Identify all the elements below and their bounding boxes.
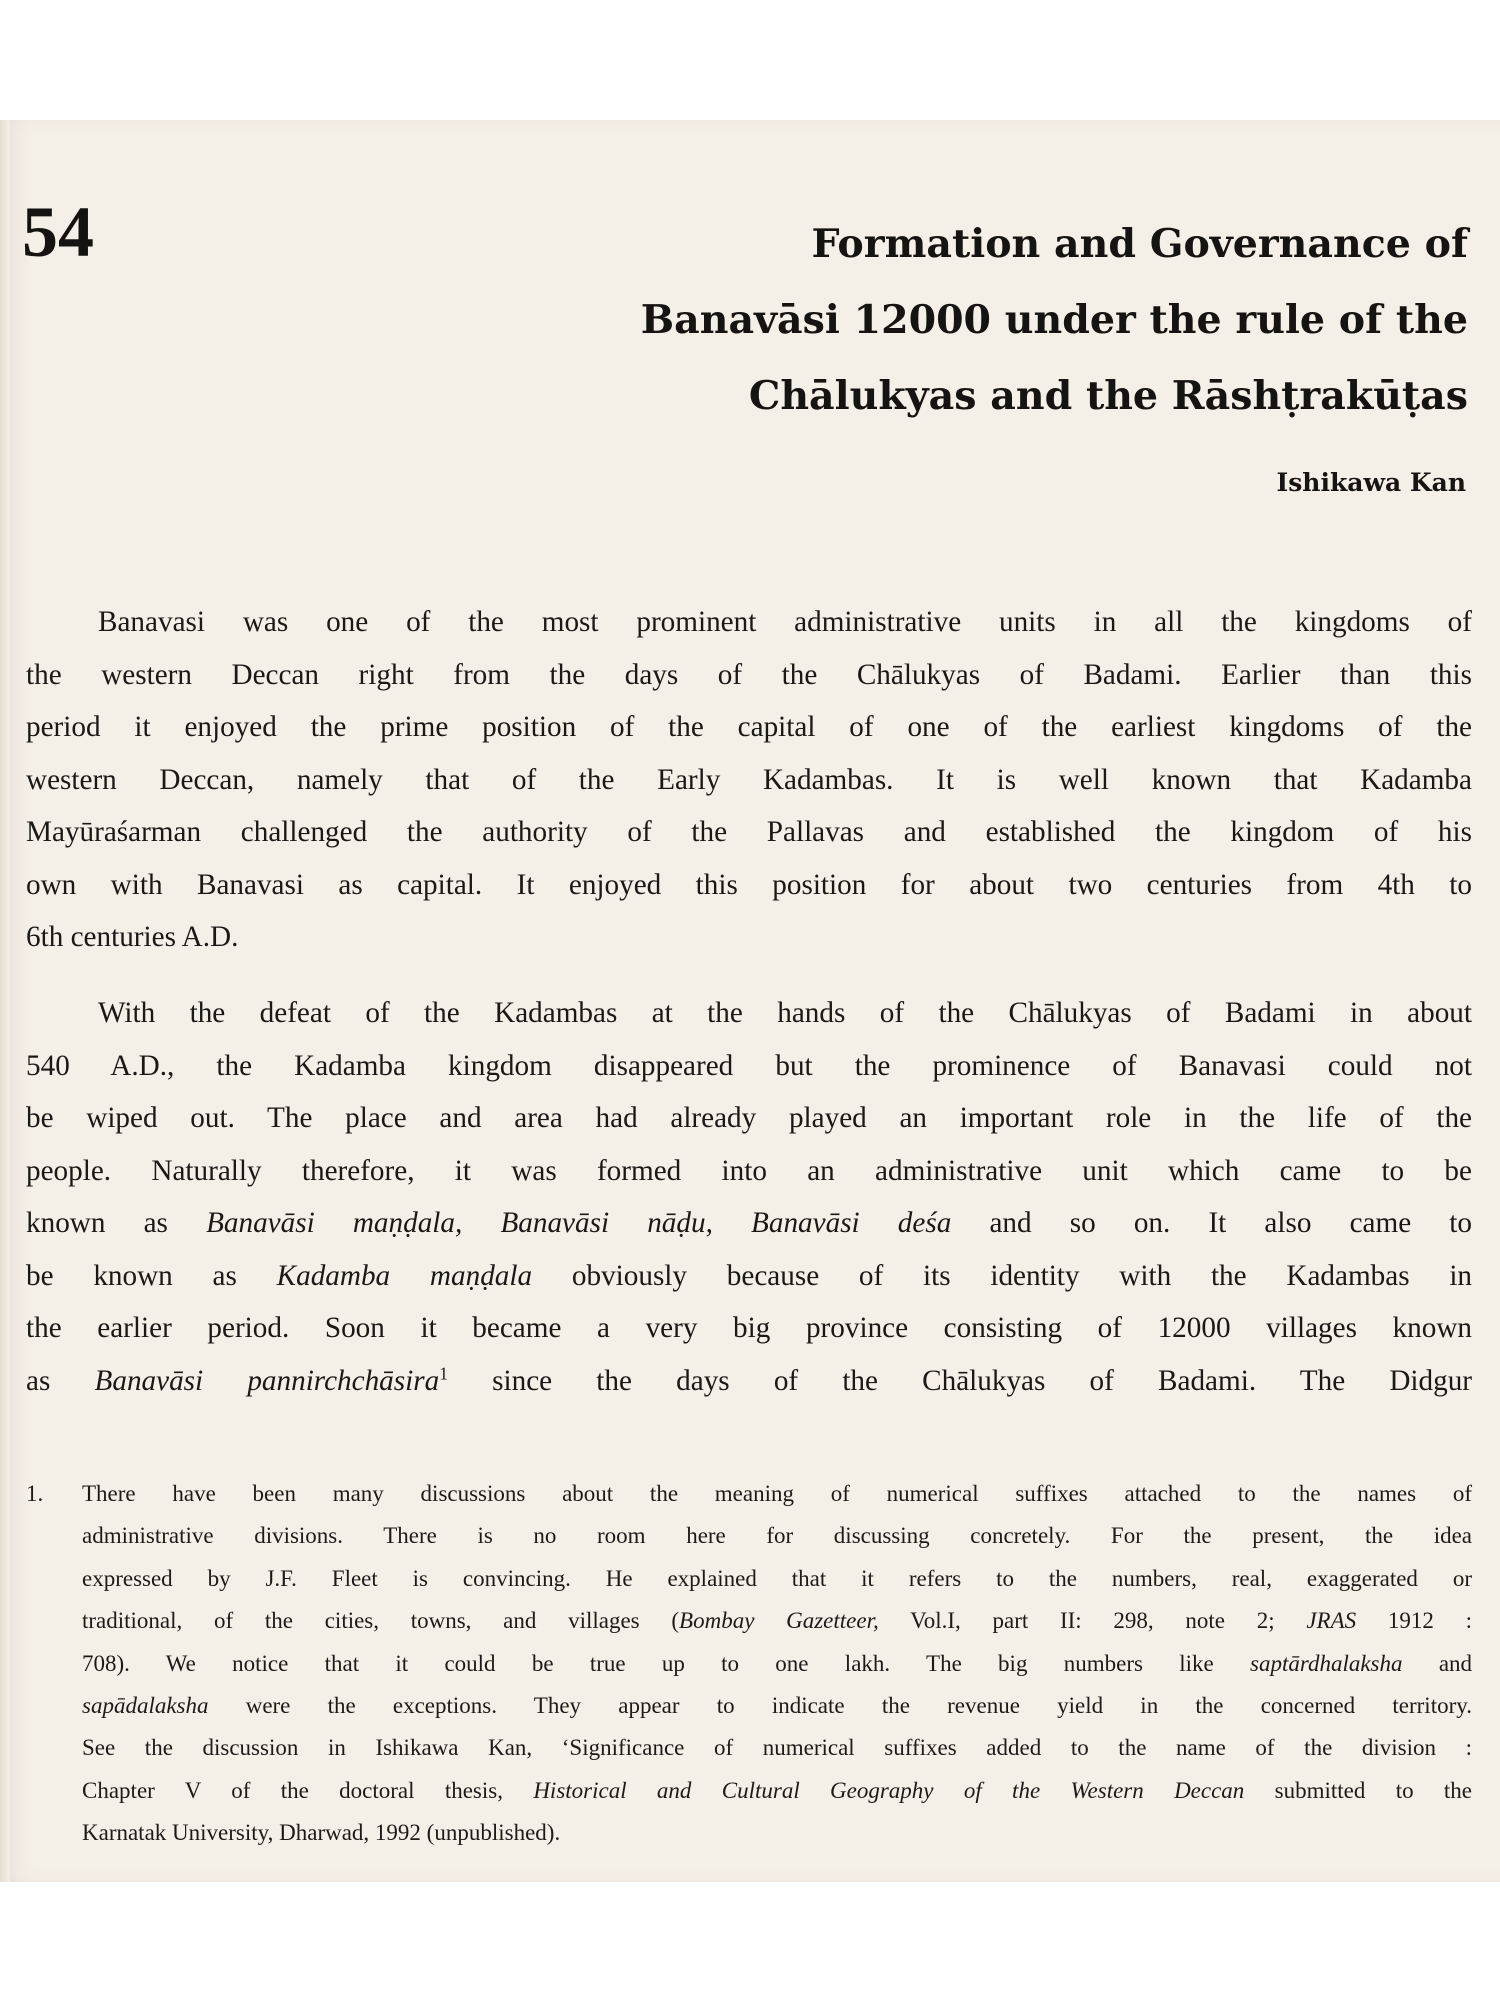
footnote [26,1473,1472,1855]
italic-term: sapādalaksha [82,1692,209,1718]
text-run: were the exceptions. They appear to indicate the revenue yield in the concerned territory. [245,1692,1473,1718]
footnote-line: administrative divisions. There is no room here for discussing concretely. For the present, the idea [82,1523,1472,1549]
text-line: the western Deccan right from the days of the Chālukyas of Badami. Earlier than this [26,658,1472,691]
italic-term: JRAS [1306,1608,1357,1634]
text-line [26,1250,1472,1303]
footnote-line: There have been many discussions about the meaning of numerical suffixes attached to the names of [82,1481,1472,1506]
italic-term: Banavāsi maṇḍala, [206,1207,463,1239]
text-line: be wiped out. The place and area had already played an important role in the life of the [26,1102,1472,1134]
italic-term: Banavāsi pannirchchāsira [94,1364,440,1397]
text-line: With the defeat of the Kadambas at the hands of the Chālukyas of Badami in about [98,997,1472,1029]
text-line [26,1197,1472,1250]
paragraph-1 [26,596,1472,964]
text-run: be known as [26,1259,237,1292]
title-line: Chālukyas and the Rāshṭrakūṭas [748,373,1468,419]
footnote-line [82,1685,1472,1727]
footnote-line [82,1600,1472,1642]
text-run: as [26,1364,51,1397]
author-name: Ishikawa Kan [1276,468,1466,497]
italic-term: Banavāsi nāḍu, [500,1207,713,1239]
text-run: and so on. It also came to [989,1207,1472,1239]
text-line: people. Naturally therefore, it was formed into an administrative unit which came to be [26,1154,1472,1187]
chapter-number: 54 [22,192,94,272]
text-run: submitted to the [1274,1777,1473,1803]
title-line: Formation and Governance of [811,221,1468,267]
italic-term: Historical and Cultural Geography of the Western Deccan [533,1777,1245,1803]
text-run: and [1438,1650,1473,1676]
footnote-line: See the discussion in Ishikawa Kan, ‘Significance of numerical suffixes added to the name of the division : [82,1735,1472,1761]
footnote-number: 1. [26,1481,44,1506]
chapter-title [488,206,1468,434]
text-run: obviously because of its identity with the Kadambas in [571,1259,1473,1292]
footnote-body [82,1473,1472,1855]
text-run: 1912 : [1387,1608,1473,1634]
italic-term: Banavāsi deśa [751,1207,952,1239]
book-gutter-shadow [0,120,10,1882]
footnote-line [82,1643,1472,1685]
italic-term: Bombay Gazetteer, [679,1608,879,1634]
text-run: known as [26,1207,168,1239]
paragraph-2 [26,987,1472,1407]
italic-term: saptārdhalaksha [1250,1650,1403,1676]
text-line: the earlier period. Soon it became a very big province consisting of 12000 villages known [26,1312,1472,1344]
text-run: traditional, of the cities, towns, and villages ( [82,1608,680,1634]
text-line: Mayūraśarman challenged the authority of the Pallavas and established the kingdom of his [26,816,1472,848]
text-run: 708). We notice that it could be true up to one lakh. The big numbers like [82,1650,1214,1676]
text-line: own with Banavasi as capital. It enjoyed this position for about two centuries from 4th to [26,868,1472,901]
title-line: Banavāsi 12000 under the rule of the [640,297,1468,343]
footnote-line: Karnatak University, Dharwad, 1992 (unpublished). [82,1820,561,1846]
footnote-marker: 1 [439,1362,448,1383]
text-run: Chapter V of the doctoral thesis, [82,1777,503,1803]
text-line [26,1355,1472,1408]
footnote-line [82,1770,1472,1812]
text-run: since the days of the Chālukyas of Badami. The Didgur [492,1364,1473,1397]
text-line: western Deccan, namely that of the Early Kadambas. It is well known that Kadamba [26,763,1472,796]
text-line: 540 A.D., the Kadamba kingdom disappeared but the prominence of Banavasi could not [26,1049,1472,1082]
text-run: Vol.I, part II: 298, note 2; [910,1608,1275,1634]
text-line: period it enjoyed the prime position of the capital of one of the earliest kingdoms of the [26,711,1472,743]
text-line: 6th centuries A.D. [26,921,239,953]
italic-term: Kadamba maṇḍala [276,1259,533,1292]
footnote-line: expressed by J.F. Fleet is convincing. He explained that it refers to the numbers, real, exaggerated or [82,1565,1472,1591]
text-line: Banavasi was one of the most prominent administrative units in all the kingdoms of [98,606,1472,638]
